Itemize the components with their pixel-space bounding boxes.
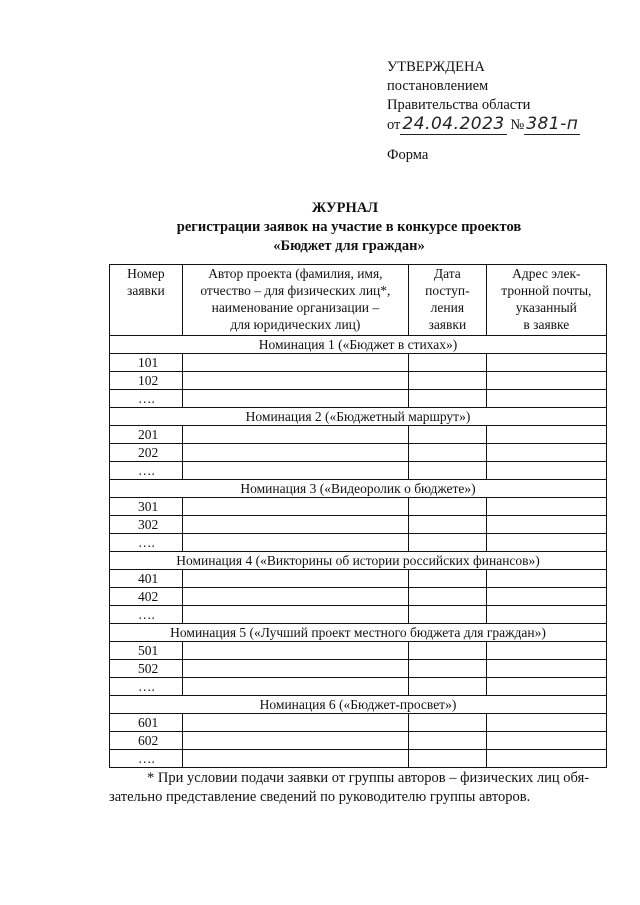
title-subtitle: регистрации заявок на участие в конкурсе проектов <box>176 219 522 235</box>
table-row: 102 <box>110 372 607 390</box>
table-row: 402 <box>110 588 607 606</box>
header-project-author: Автор проекта (фамилия, имя, отчество – для физических лиц*, наименование организации – для юридических лиц) <box>182 265 408 336</box>
nomination-row-1: Номинация 1 («Бюджет в стихах») <box>110 336 607 354</box>
approval-date-line <box>387 115 580 135</box>
form-label: Форма <box>387 147 429 163</box>
footnote-line-1: * При условии подачи заявки от группы авторов – физических лиц обя- <box>147 770 590 786</box>
nomination-row-5: Номинация 5 («Лучший проект местного бюджета для граждан») <box>110 624 607 642</box>
from-label: от <box>387 117 401 133</box>
table-row: 502 <box>110 660 607 678</box>
approval-line-decree: постановлением <box>387 78 489 94</box>
document-title <box>0 199 640 256</box>
table-row: …. <box>110 678 607 696</box>
header-application-number: Номер заявки <box>110 265 183 336</box>
table-row: 202 <box>110 444 607 462</box>
approval-line-government: Правительства области <box>387 97 531 113</box>
table-row: 602 <box>110 732 607 750</box>
table-row: …. <box>110 534 607 552</box>
table-row: 301 <box>110 498 607 516</box>
footnote <box>109 769 609 807</box>
nomination-row-2: Номинация 2 («Бюджетный маршрут») <box>110 408 607 426</box>
table-row: 601 <box>110 714 607 732</box>
nomination-row-4: Номинация 4 («Викторины об истории российских финансов») <box>110 552 607 570</box>
table-row: 101 <box>110 354 607 372</box>
number-label: № <box>510 117 525 133</box>
table-row: 201 <box>110 426 607 444</box>
registration-journal-table <box>109 264 607 768</box>
nomination-row-6: Номинация 6 («Бюджет-просвет») <box>110 696 607 714</box>
title-heading: ЖУРНАЛ <box>311 200 379 216</box>
approval-stamp <box>387 58 580 135</box>
table-row: …. <box>110 606 607 624</box>
footnote-line-2: зательно представление сведений по руководителю группы авторов. <box>109 789 531 805</box>
table-row: 302 <box>110 516 607 534</box>
handwritten-date: 24.04.2023 <box>402 114 505 134</box>
header-receipt-date: Дата поступ- ления заявки <box>409 265 487 336</box>
table-header-row <box>110 265 607 336</box>
table-row: …. <box>110 462 607 480</box>
nomination-row-3: Номинация 3 («Видеоролик о бюджете») <box>110 480 607 498</box>
header-email-address: Адрес элек- тронной почты, указанный в заявке <box>486 265 606 336</box>
title-contest-name: «Бюджет для граждан» <box>273 238 425 254</box>
approval-title: УТВЕРЖДЕНА <box>387 59 485 75</box>
table-row: …. <box>110 390 607 408</box>
handwritten-number: 381-п <box>526 114 579 134</box>
table-row: 501 <box>110 642 607 660</box>
table-row: …. <box>110 750 607 768</box>
table-row: 401 <box>110 570 607 588</box>
